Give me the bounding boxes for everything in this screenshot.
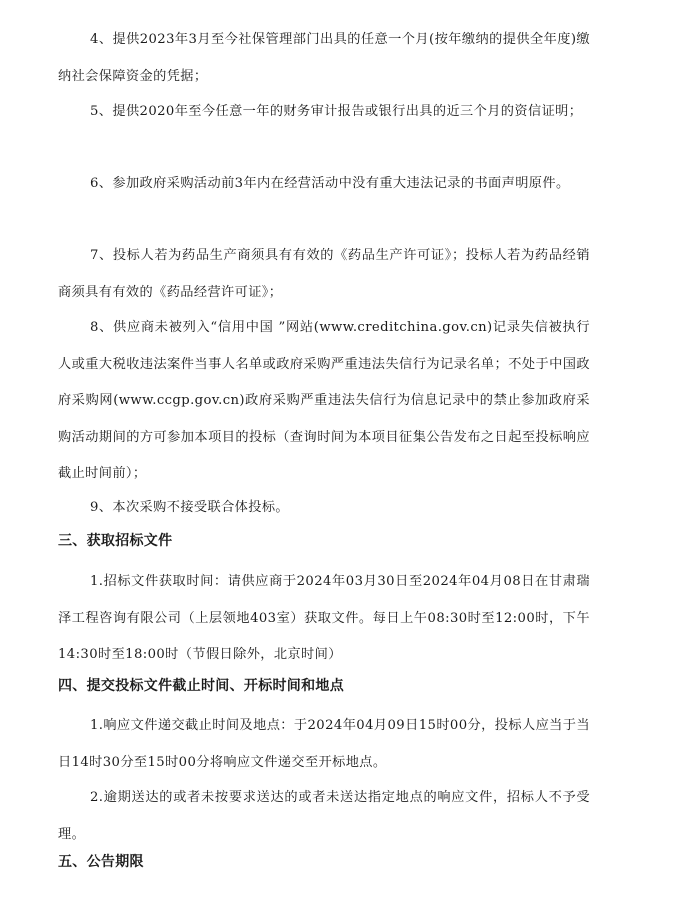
section-heading-5: 五、公告期限 [58, 854, 144, 870]
section3-item-1: 1.招标文件获取时间：请供应商于2024年03月30日至2024年04月08日在甘肃瑞泽工程咨询有限公司（上层领地403室）获取文件。每日上午08:30时至12:00时，下午14:30时至18:00时（节假日除外，北京时间） [58, 574, 590, 663]
requirement-item-7: 7、投标人若为药品生产商须具有有效的《药品生产许可证》；投标人若为药品经销商须具有有效的《药品经营许可证》； [58, 248, 590, 300]
requirement-item-5: 5、提供2020年至今任意一年的财务审计报告或银行出具的近三个月的资信证明； [90, 104, 583, 119]
section-heading-4: 四、提交投标文件截止时间、开标时间和地点 [58, 678, 344, 694]
section4-item-2: 2.逾期送达的或者未按要求送达的或者未送达指定地点的响应文件，招标人不予受理。 [58, 790, 590, 842]
requirement-item-8: 8、供应商未被列入“信用中国 ”网站(www.creditchina.gov.cn)记录失信被执行人或重大税收违法案件当事人名单或政府采购严重违法失信行为记录名单；不处于中国政府采购网(www.ccgp.gov.cn)政府采购严重违法失信行为信息记录中的禁止参加政府采购活动期间的方可参加本项目的投标（查询时间为本项目征集公告发布之日起至投标响应截止时间前）； [58, 320, 590, 482]
requirement-item-4: 4、提供2023年3月至今社保管理部门出具的任意一个月(按年缴纳的提供全年度)缴纳社会保障资金的凭据； [58, 32, 590, 84]
requirement-item-6: 6、参加政府采购活动前3年内在经营活动中没有重大违法记录的书面声明原件。 [90, 176, 570, 191]
section-heading-3: 三、获取招标文件 [58, 533, 173, 549]
section4-item-1: 1.响应文件递交截止时间及地点：于2024年04月09日15时00分，投标人应当于当日14时30分至15时00分将响应文件递交至开标地点。 [58, 718, 590, 770]
requirement-item-9: 9、本次采购不接受联合体投标。 [90, 500, 290, 515]
